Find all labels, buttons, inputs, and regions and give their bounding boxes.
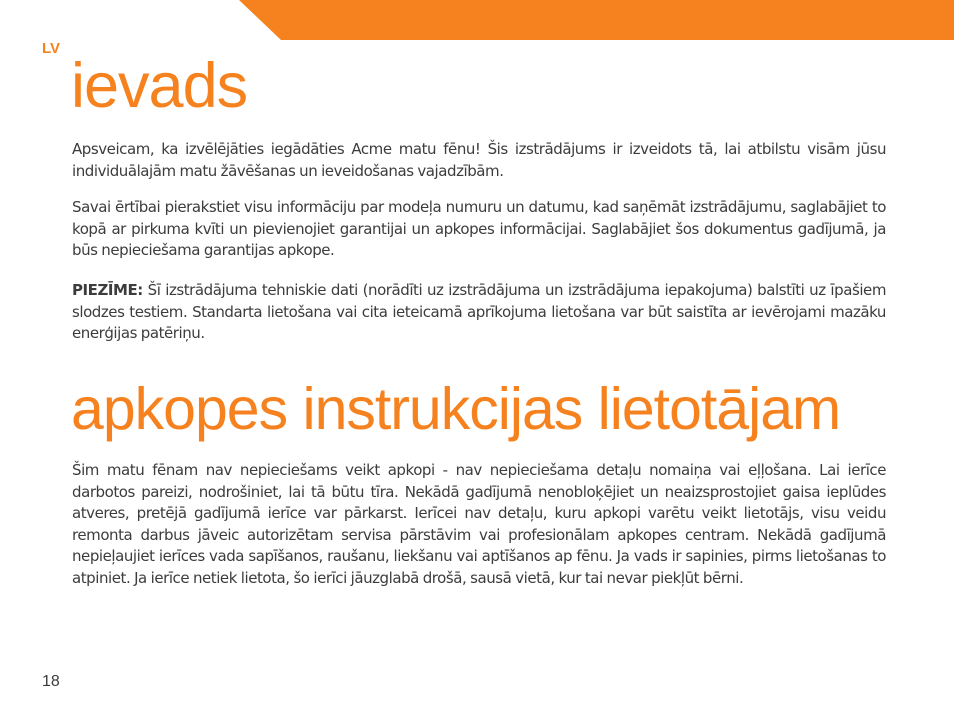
note-text: Šī izstrādājuma tehniskie dati (norādīti uz izstrādājuma un izstrādājuma iepakojuma) balstīti uz īpašiem slodzes testiem. Standarta lietošana vai cita ieteicamā aprīkojuma lietošana var būt saistīta ar ievērojami mazāku enerģijas patēriņu. [72, 281, 886, 343]
care-paragraph [72, 460, 886, 590]
note-paragraph [72, 280, 886, 345]
intro-paragraph-2-text: Savai ērtībai pierakstiet visu informāciju par modeļa numuru un datumu, kad saņēmāt izstrādājumu, saglabājiet to kopā ar pirkuma kvīti un pievienojiet garantijai un apkopes informācijai. Saglabājiet šos dokumentus gadījumā, ja būs nepieciešama garantijas apkope. [72, 198, 886, 260]
note-label: PIEZĪME: [72, 281, 143, 299]
intro-paragraph-1-text: Apsveicam, ka izvēlējāties iegādāties Acme matu fēnu! Šis izstrādājums ir izveidots tā, lai atbilstu visām jūsu individuālajām matu žāvēšanas un ieveidošanas vajadzībām. [72, 140, 886, 180]
page-number: 18 [42, 673, 60, 690]
care-title: apkopes instrukcijas lietotājam [71, 376, 841, 442]
header-banner [239, 0, 954, 40]
intro-paragraph-1 [72, 139, 886, 182]
language-code: LV [42, 40, 61, 57]
intro-title: ievads [71, 51, 248, 121]
intro-paragraph-2 [72, 197, 886, 262]
care-paragraph-text: Šim matu fēnam nav nepieciešams veikt apkopi - nav nepieciešama detaļu nomaiņa vai eļļošana. Lai ierīce darbotos pareizi, nodrošiniet, lai tā būtu tīra. Nekādā gadījumā nenobloķējiet un neaizsprostojiet gaisa ieplūdes atveres, pretējā gadījumā ierīce var pārkarst. Ierīcei nav detaļu, kuru apkopi varētu veikt lietotājs, visu veidu remonta darbus jāveic autorizētam servisa pārstāvim vai profesionālam apkopes centram. Nekādā gadījumā nepieļaujiet ierīces vada sapīšanos, raušanu, liekšanu vai aptīšanos ap fēnu. Ja vads ir sapinies, pirms lietošanas to atpiniet. Ja ierīce netiek lietota, šo ierīci jāuzglabā drošā, sausā vietā, kur tai nevar piekļūt bērni. [72, 461, 886, 587]
